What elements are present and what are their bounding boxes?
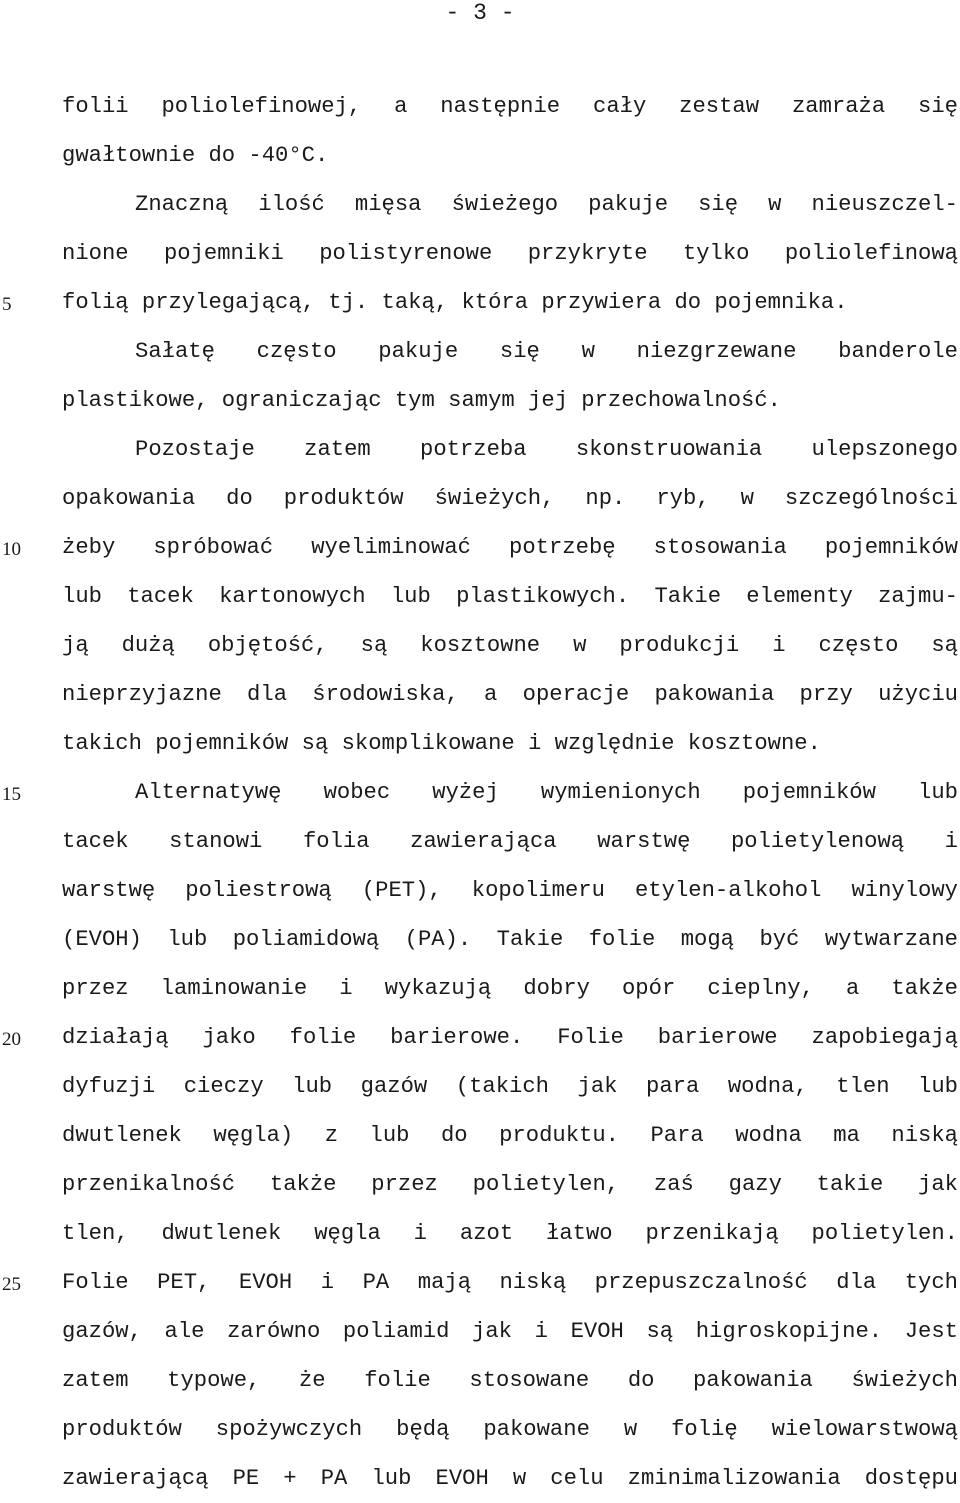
line-number-25: 25 bbox=[2, 1274, 21, 1295]
page-number: - 3 - bbox=[445, 0, 515, 26]
text-line: takich pojemników są skomplikowane i względnie kosztowne. bbox=[62, 731, 821, 756]
text-line: opakowania do produktów świeżych, np. ryb, w szczególności bbox=[62, 486, 958, 511]
text-line: produktów spożywczych będą pakowane w folię wielowarstwową bbox=[62, 1417, 958, 1442]
text-line: tacek stanowi folia zawierająca warstwę polietylenową i bbox=[62, 829, 958, 854]
line-number-20: 20 bbox=[2, 1029, 21, 1050]
text-line: zatem typowe, że folie stosowane do pakowania świeżych bbox=[62, 1368, 958, 1393]
text-line: przenikalność także przez polietylen, zaś gazy takie jak bbox=[62, 1172, 958, 1197]
text-line: plastikowe, ograniczając tym samym jej przechowalność. bbox=[62, 388, 781, 413]
line-number-10: 10 bbox=[2, 539, 21, 560]
text-line: folii poliolefinowej, a następnie cały zestaw zamraża się bbox=[62, 94, 958, 119]
text-line: żeby spróbować wyeliminować potrzebę stosowania pojemników bbox=[62, 535, 958, 560]
text-line: nione pojemniki polistyrenowe przykryte tylko poliolefinową bbox=[62, 241, 958, 266]
text-line: Alternatywę wobec wyżej wymienionych pojemników lub bbox=[135, 780, 958, 805]
text-line: gazów, ale zarówno poliamid jak i EVOH są higroskopijne. Jest bbox=[62, 1319, 958, 1344]
text-line: Znaczną ilość mięsa świeżego pakuje się w nieuszczel- bbox=[135, 192, 958, 217]
text-line: gwałtownie do -40°C. bbox=[62, 143, 329, 168]
text-line: warstwę poliestrową (PET), kopolimeru etylen-alkohol winylowy bbox=[62, 878, 958, 903]
text-line: działają jako folie barierowe. Folie barierowe zapobiegają bbox=[62, 1025, 958, 1050]
line-number-5: 5 bbox=[2, 294, 12, 315]
text-line: (EVOH) lub poliamidową (PA). Takie folie mogą być wytwarzane bbox=[62, 927, 958, 952]
text-line: tlen, dwutlenek węgla i azot łatwo przenikają polietylen. bbox=[62, 1221, 958, 1246]
text-line: Pozostaje zatem potrzeba skonstruowania ulepszonego bbox=[135, 437, 958, 462]
line-number-15: 15 bbox=[2, 784, 21, 805]
text-line: folią przylegającą, tj. taką, która przywiera do pojemnika. bbox=[62, 290, 848, 315]
text-line: Folie PET, EVOH i PA mają niską przepuszczalność dla tych bbox=[62, 1270, 958, 1295]
text-line: ją dużą objętość, są kosztowne w produkcji i często są bbox=[62, 633, 958, 658]
text-line: przez laminowanie i wykazują dobry opór cieplny, a także bbox=[62, 976, 958, 1001]
text-line: nieprzyjazne dla środowiska, a operacje pakowania przy użyciu bbox=[62, 682, 958, 707]
document-body bbox=[62, 82, 958, 1503]
text-line: dyfuzji cieczy lub gazów (takich jak para wodna, tlen lub bbox=[62, 1074, 958, 1099]
text-line: dwutlenek węgla) z lub do produktu. Para wodna ma niską bbox=[62, 1123, 958, 1148]
text-line: zawierającą PE + PA lub EVOH w celu zminimalizowania dostępu bbox=[62, 1466, 958, 1491]
text-line: Sałatę często pakuje się w niezgrzewane banderole bbox=[135, 339, 958, 364]
text-line: lub tacek kartonowych lub plastikowych. Takie elementy zajmu- bbox=[62, 584, 958, 609]
